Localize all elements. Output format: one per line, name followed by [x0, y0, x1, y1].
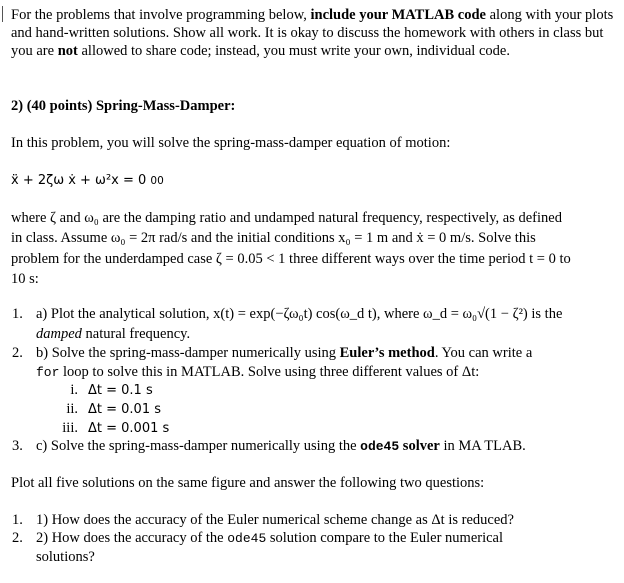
- task-1-line-2: [36, 325, 618, 343]
- equation-text: ẍ + 2ζω ẋ + ω²x = 0: [11, 173, 147, 188]
- task-2-sub-iii: [48, 419, 348, 438]
- intro-bold-not: not: [57, 43, 78, 59]
- task-3-text-a: c) Solve the spring-mass-damper numerically using the: [36, 438, 361, 454]
- task-3-code-ode45: ode45: [360, 439, 400, 454]
- problem-heading: 2) (40 points) Spring-Mass-Damper:: [11, 98, 236, 114]
- question-2-code-ode45: ode45: [227, 531, 267, 546]
- task-3-text-b: in MA TLAB.: [439, 438, 526, 454]
- plot-instruction: Plot all five solutions on the same figure and answer the following two questions:: [11, 475, 485, 491]
- task-1-italic-damped: damped: [36, 326, 82, 342]
- intro-text-3: allowed to share code; instead, you must write your own, individual code.: [77, 43, 510, 59]
- intro-bold-matlab-code: include your MATLAB code: [310, 7, 486, 23]
- where-line-4: 10 s:: [11, 271, 39, 287]
- equation-of-motion: [11, 172, 164, 190]
- sub-ii-text: Δt = 0.01 s: [88, 402, 161, 417]
- task-1-line-2-rest: natural frequency.: [81, 326, 191, 342]
- task-3-number: 3.: [12, 438, 23, 454]
- intro-text-2: along with your plots and hand-written solutions. Show all work. It is okay to discuss the homework with others in class but you are: [11, 7, 614, 59]
- task-2-text-b: . You can write a: [434, 345, 533, 361]
- sub-i-number: i.: [70, 382, 78, 398]
- where-line-2: in class. Assume ω₀ = 2π rad/s and the initial conditions x₀ = 1 m and ẋ = 0 m/s. Solve this: [11, 230, 536, 246]
- task-3-bold-solver: solver: [399, 438, 440, 454]
- sub-iii-text: Δt = 0.001 s: [88, 421, 170, 436]
- problem-intro: In this problem, you will solve the spring-mass-damper equation of motion:: [11, 135, 451, 151]
- task-2-code-for: for: [36, 365, 60, 380]
- sub-i-text: Δt = 0.1 s: [88, 383, 153, 398]
- task-2-sub-ii: [48, 400, 348, 419]
- question-1: [12, 511, 618, 529]
- question-1-number: 1.: [12, 512, 23, 528]
- question-2: [12, 529, 618, 548]
- task-1: [12, 305, 618, 323]
- task-3: [12, 437, 618, 456]
- where-line-3: problem for the underdamped case ζ = 0.05 < 1 three different ways over the time period t = 0 to: [11, 251, 571, 267]
- task-2-text-a: b) Solve the spring-mass-damper numerically using: [36, 345, 340, 361]
- equation-tag: 00: [150, 175, 164, 187]
- sub-iii-number: iii.: [62, 420, 78, 436]
- where-line-1: where ζ and ω₀ are the damping ratio and undamped natural frequency, respectively, as defined: [11, 210, 562, 226]
- question-2-text-a: 2) How does the accuracy of the: [36, 530, 228, 546]
- task-2-number: 2.: [12, 345, 23, 361]
- question-2-number: 2.: [12, 530, 23, 546]
- task-1-line-1: a) Plot the analytical solution, x(t) = exp(−ζω₀t) cos(ω_d t), where ω_d = ω₀√(1 − ζ²) is the: [36, 306, 563, 322]
- task-1-number: 1.: [12, 306, 23, 322]
- task-2-line-2: [36, 363, 618, 382]
- intro-paragraph: [11, 6, 617, 60]
- task-2-bold-euler: Euler’s method: [339, 345, 435, 361]
- task-2-line-2-rest: loop to solve this in MATLAB. Solve using three different values of Δt:: [59, 364, 480, 380]
- task-2: [12, 344, 618, 362]
- question-1-text: 1) How does the accuracy of the Euler numerical scheme change as Δt is reduced?: [36, 512, 514, 528]
- question-2-text-b: solution compare to the Euler numerical: [266, 530, 504, 546]
- sub-ii-number: ii.: [66, 401, 78, 417]
- question-2-line-2: solutions?: [36, 549, 95, 565]
- text-cursor: [2, 6, 3, 22]
- intro-text-1: For the problems that involve programming below,: [11, 7, 311, 23]
- task-2-sub-i: [48, 381, 348, 400]
